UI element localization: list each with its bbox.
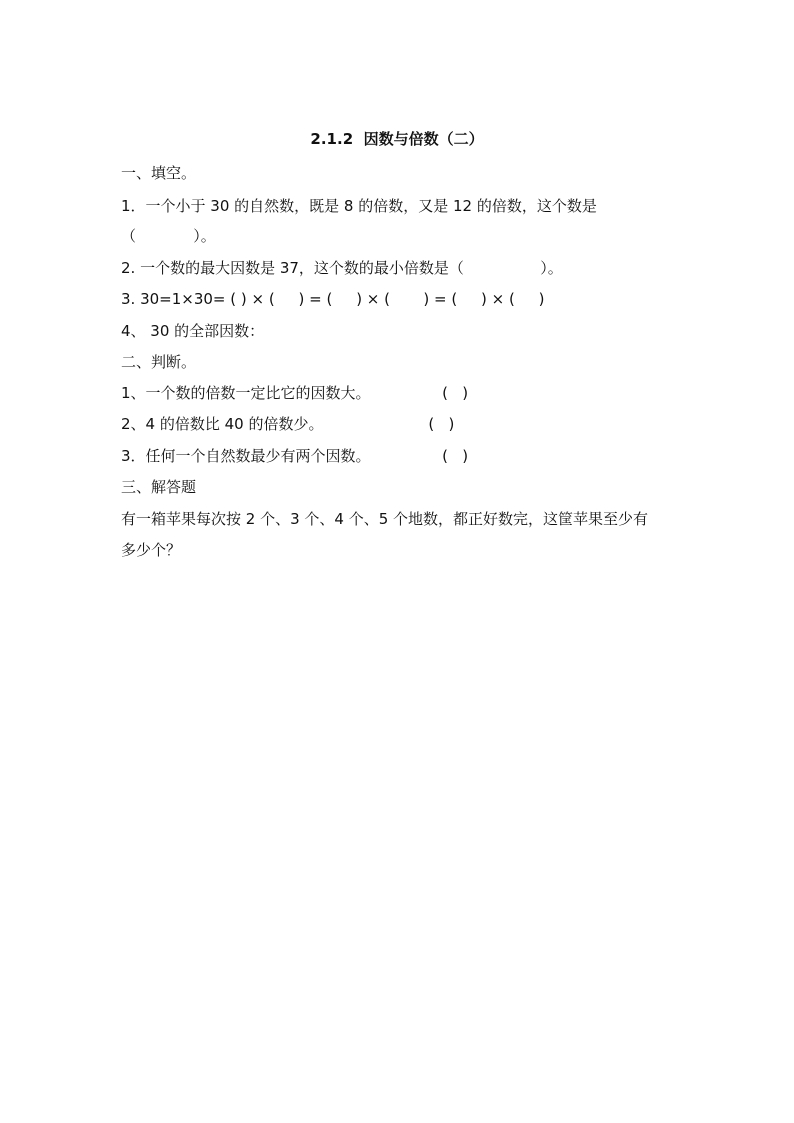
question-4: 4、 30 的全部因数： bbox=[121, 322, 265, 340]
question-3: 3. 30=1×30= ( ) × ( ) = ( ) × ( ) = ( ) × ( ) bbox=[121, 290, 545, 308]
section-heading-judge: 二、判断。 bbox=[121, 353, 197, 371]
judge-item-2: 2、4 的倍数比 40 的倍数少。 ( ) bbox=[121, 415, 455, 433]
section-heading-solve: 三、解答题 bbox=[121, 478, 197, 496]
page-title: 2.1.2 因数与倍数（二） bbox=[310, 130, 484, 148]
question-1-line-2: （ ）。 bbox=[121, 227, 216, 245]
section-heading-fill-in: 一、填空。 bbox=[121, 164, 197, 182]
judge-item-1: 1、一个数的倍数一定比它的因数大。 ( ) bbox=[121, 384, 469, 402]
question-2: 2. 一个数的最大因数是 37，这个数的最小倍数是（ ）。 bbox=[121, 259, 563, 277]
judge-item-3: 3．任何一个自然数最少有两个因数。 ( ) bbox=[121, 447, 469, 465]
problem-line-2: 多少个？ bbox=[121, 541, 182, 559]
problem-line-1: 有一箱苹果每次按 2 个、3 个、4 个、5 个地数，都正好数完，这筐苹果至少有 bbox=[121, 510, 649, 528]
question-1-line-1: 1．一个小于 30 的自然数，既是 8 的倍数，又是 12 的倍数，这个数是 bbox=[121, 197, 597, 215]
